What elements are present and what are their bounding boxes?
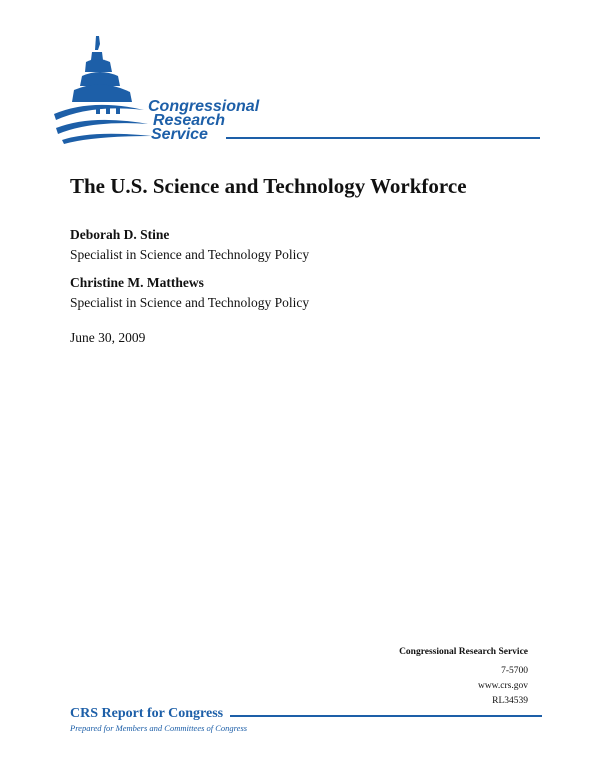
author-role: Specialist in Science and Technology Policy (70, 247, 310, 262)
meta-org: Congressional Research Service (399, 647, 528, 657)
meta-report-number: RL34539 (492, 696, 528, 706)
author-role: Specialist in Science and Technology Policy (70, 295, 310, 310)
logo-line-service: Service (151, 126, 208, 143)
logo-line-congressional: Congressional (148, 98, 260, 115)
crs-logo (52, 32, 552, 147)
capitol-dome-icon (52, 32, 162, 147)
report-meta (399, 645, 528, 709)
author-name: Deborah D. Stine (70, 227, 170, 242)
report-date: June 30, 2009 (70, 330, 146, 345)
crs-logo-text (148, 100, 259, 142)
footer-title: CRS Report for Congress (70, 706, 224, 721)
report-title: The U.S. Science and Technology Workforce (70, 174, 467, 198)
logo-rule (226, 137, 540, 139)
author-block (70, 225, 309, 265)
logo-line-research: Research (153, 112, 226, 129)
footer-subtitle: Prepared for Members and Committees of Congress (70, 723, 248, 733)
author-name: Christine M. Matthews (70, 275, 204, 290)
footer-rule (230, 715, 542, 717)
meta-phone: 7-5700 (501, 666, 528, 676)
author-block (70, 273, 309, 313)
meta-website: www.crs.gov (477, 681, 528, 691)
